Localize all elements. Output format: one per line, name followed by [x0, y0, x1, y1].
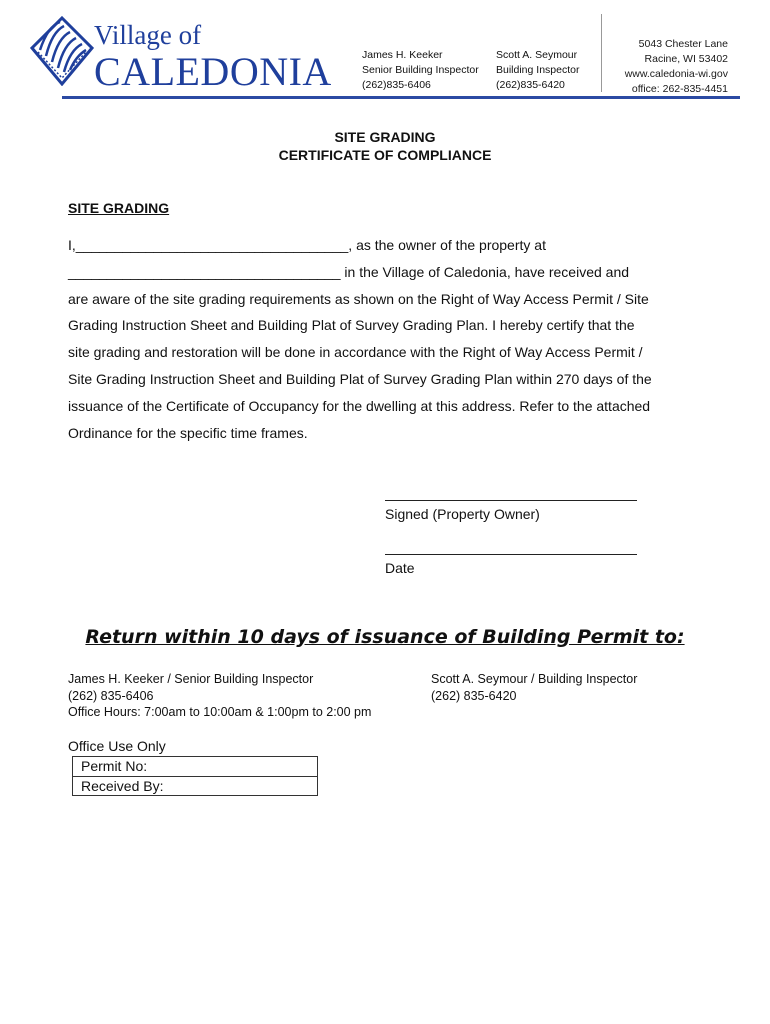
signature-line[interactable]	[385, 500, 637, 501]
return-contact-name: James H. Keeker / Senior Building Inspector	[68, 672, 314, 686]
body-line: I,___________________________________, as the owner of the property at	[68, 237, 546, 253]
title-line-2: CERTIFICATE OF COMPLIANCE	[278, 147, 492, 163]
header-contact-seymour	[496, 48, 579, 93]
address-street: 5043 Chester Lane	[638, 38, 728, 50]
body-line: are aware of the site grading requirements as shown on the Right of Way Access Permit / Site	[68, 290, 649, 307]
contact-title: Senior Building Inspector	[362, 64, 479, 76]
contact-phone: (262)835-6420	[496, 79, 565, 91]
logo-village-text: Village of	[94, 20, 202, 50]
address-office-phone: office: 262-835-4451	[631, 83, 728, 95]
section-heading: SITE GRADING	[68, 200, 170, 216]
received-by-field[interactable]: Received By:	[73, 776, 317, 795]
signature-label: Signed (Property Owner)	[385, 506, 540, 522]
body-line: issuance of the Certificate of Occupancy for the dwelling at this address. Refer to the attached	[68, 397, 651, 414]
caledonia-emblem-icon	[30, 16, 94, 86]
certification-paragraph	[68, 232, 708, 446]
signature-block	[385, 500, 637, 522]
permit-number-field[interactable]: Permit No:	[81, 758, 148, 774]
return-contact-keeker	[68, 671, 371, 721]
header-rule	[62, 96, 740, 99]
return-contact-phone: (262) 835-6420	[431, 688, 517, 703]
body-line: site grading and restoration will be done in accordance with the Right of Way Access Permit /	[68, 344, 643, 361]
date-line[interactable]	[385, 554, 637, 555]
title-line-1: SITE GRADING	[334, 129, 436, 145]
contact-title: Building Inspector	[496, 64, 580, 76]
contact-name: Scott A. Seymour	[496, 49, 578, 61]
date-label: Date	[385, 560, 415, 576]
address-city: Racine, WI 53402	[644, 53, 728, 65]
document-title	[0, 128, 770, 164]
logo-caledonia-text: CALEDONIA	[94, 49, 332, 94]
return-office-hours: Office Hours: 7:00am to 10:00am & 1:00pm to 2:00 pm	[68, 705, 372, 719]
body-line: ___________________________________ in the Village of Caledonia, have received and	[68, 263, 630, 280]
header-divider	[601, 14, 602, 92]
return-contact-name: Scott A. Seymour / Building Inspector	[431, 672, 638, 686]
village-address	[625, 37, 728, 97]
body-line: Site Grading Instruction Sheet and Building Plat of Survey Grading Plan within 270 days of the	[68, 370, 652, 387]
return-heading: Return within 10 days of issuance of Building Permit to:	[85, 626, 685, 648]
office-use-box	[72, 756, 318, 796]
return-contact-phone: (262) 835-6406	[68, 688, 154, 703]
village-logo	[30, 16, 332, 94]
return-contact-seymour	[431, 671, 637, 704]
office-use-title: Office Use Only	[68, 738, 166, 754]
contact-name: James H. Keeker	[362, 49, 443, 61]
body-line: Grading Instruction Sheet and Building Plat of Survey Grading Plan. I hereby certify that the	[68, 317, 635, 334]
address-website: www.caledonia-wi.gov	[624, 68, 728, 80]
contact-phone: (262)835-6406	[362, 79, 431, 91]
body-line: Ordinance for the specific time frames.	[68, 424, 308, 441]
date-block	[385, 554, 637, 576]
header-contact-keeker	[362, 48, 479, 93]
